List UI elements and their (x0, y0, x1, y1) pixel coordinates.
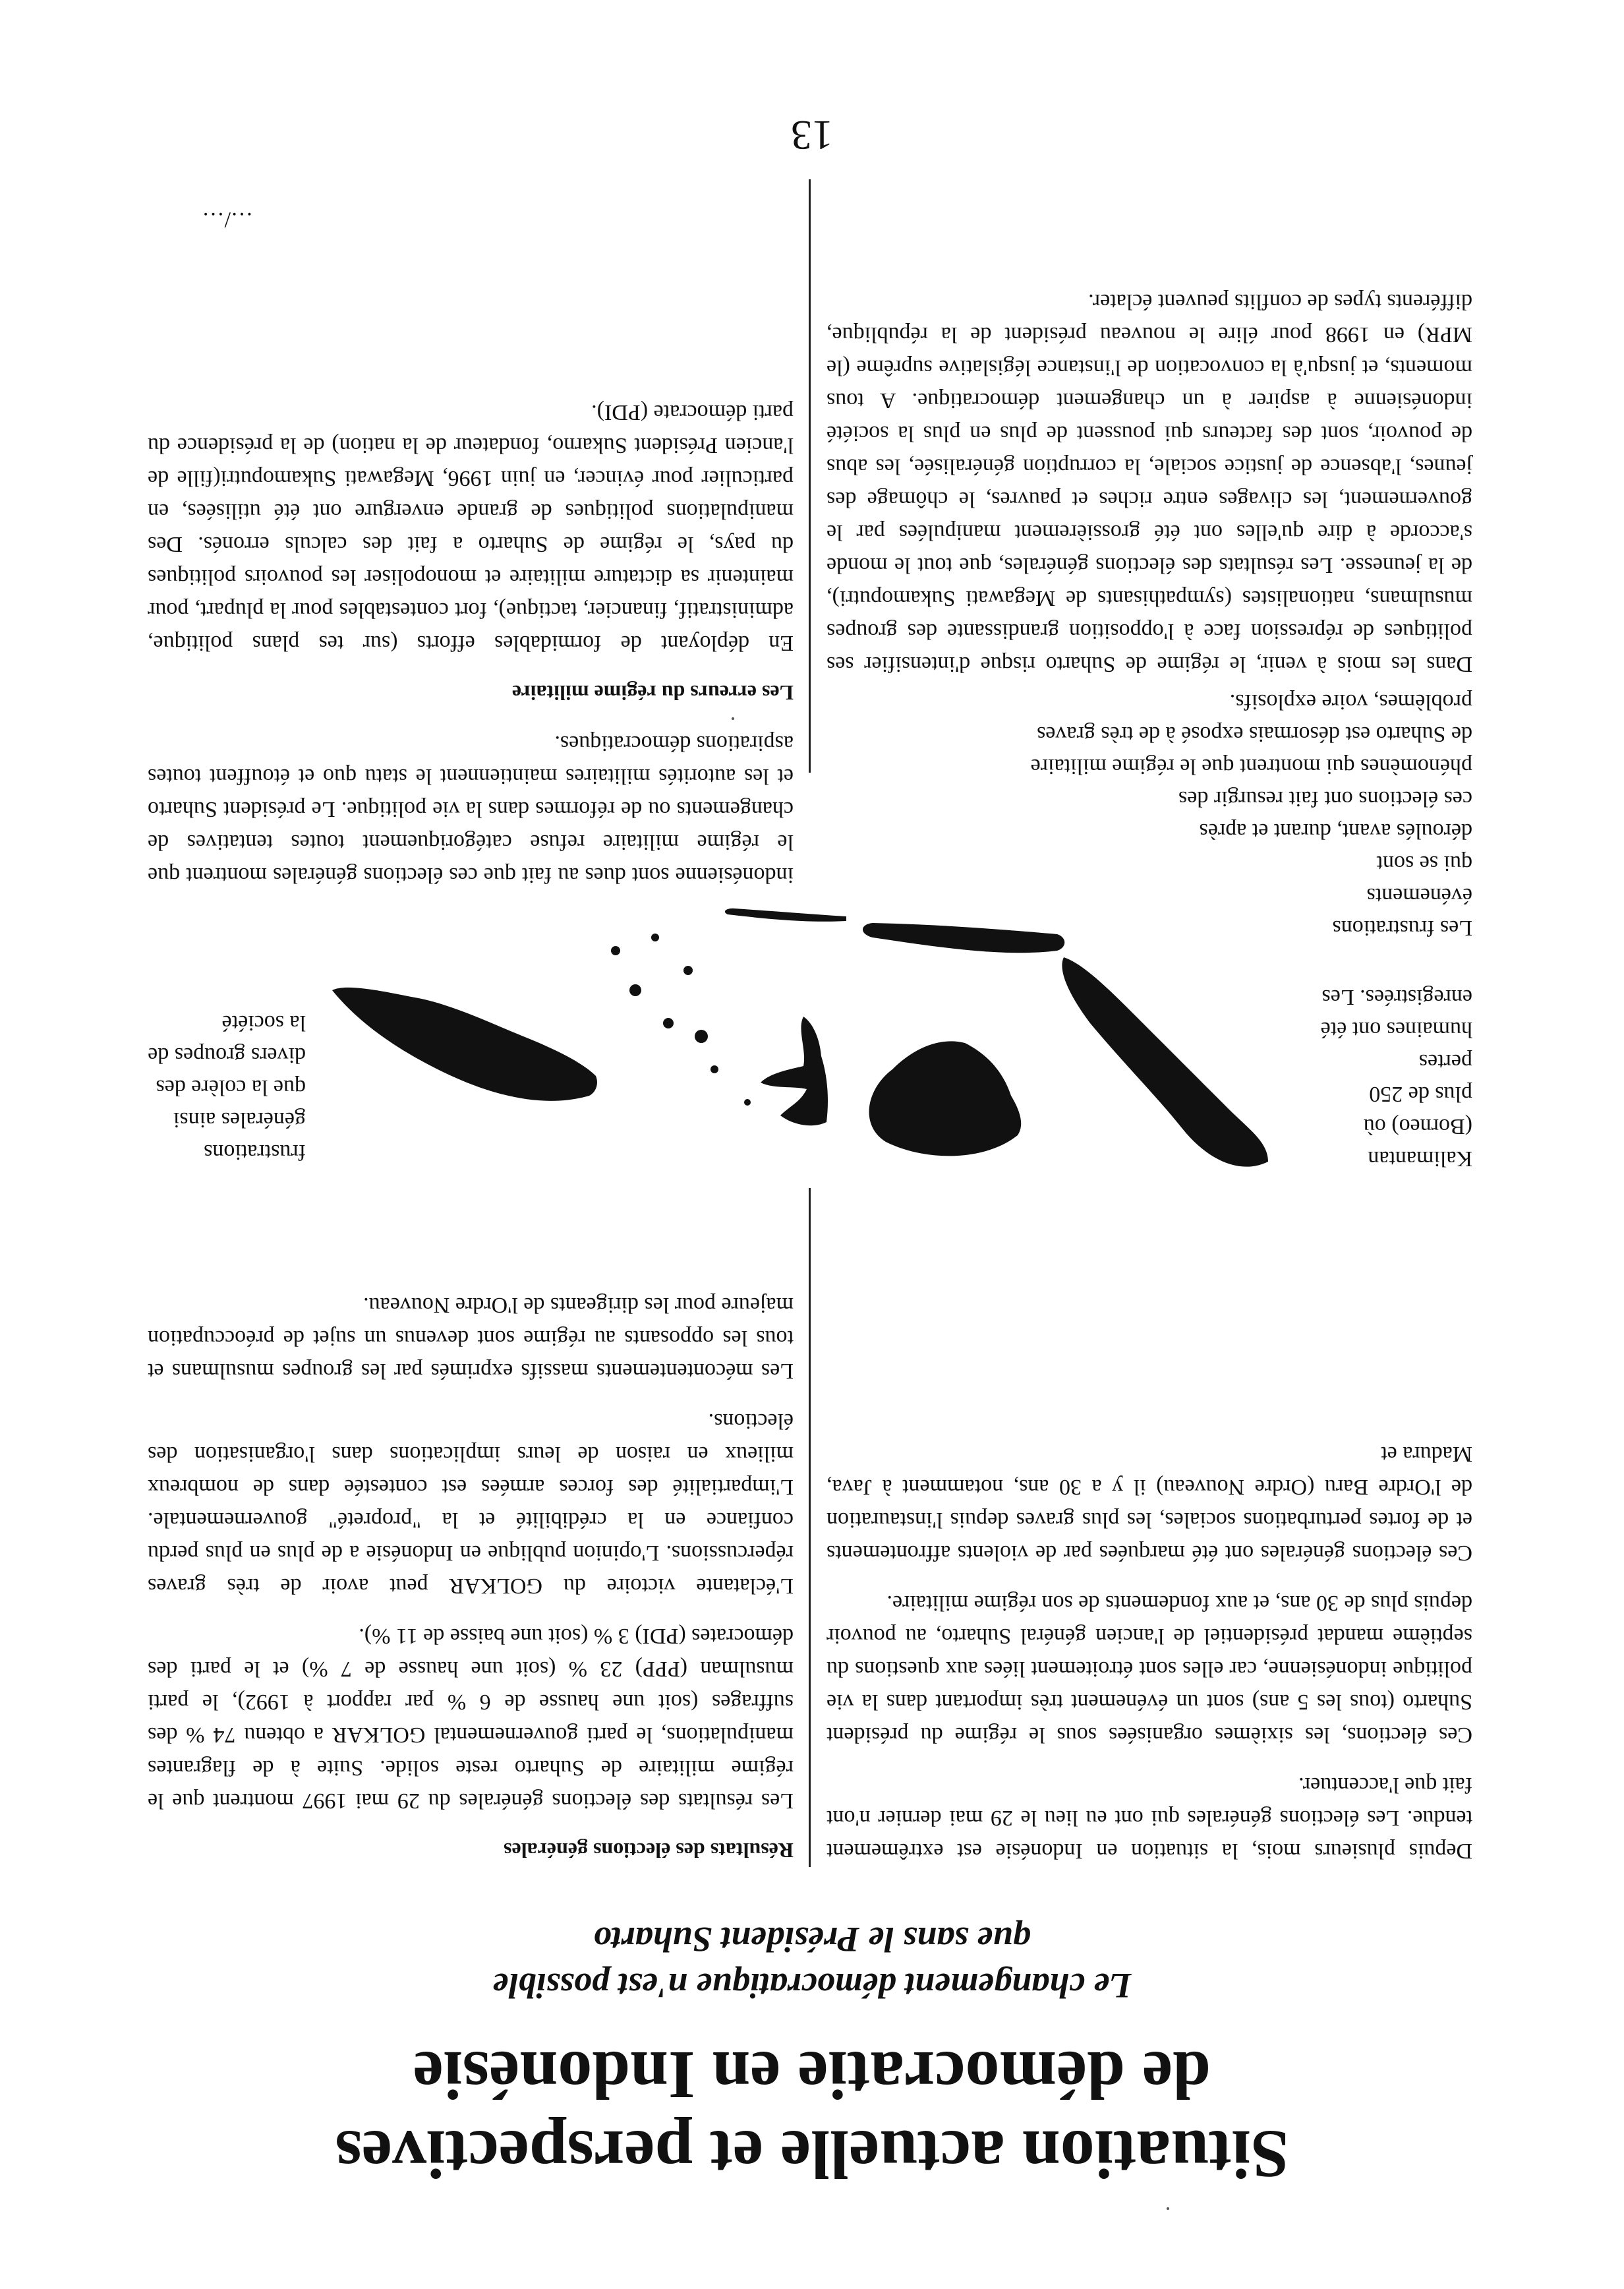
map-island (695, 1030, 708, 1043)
middle-line: Les frustrations (1332, 916, 1472, 940)
middle-line: qui se sont (1376, 851, 1472, 876)
map-kalimantan (869, 1041, 1022, 1156)
left-paragraph-1: Depuis plusieurs mois, la situation en Indonésie est extrêmement tendue. Les élections générales qui ont eu lieu le 29 mai dernier n'ont fait que l'accentuer. (826, 1773, 1472, 1863)
left-wrap-line: humaines ont été (1320, 1017, 1472, 1042)
map-island (663, 1018, 674, 1028)
right-paragraph-5: En déployant de formidables efforts (sur tes plans politique, administratif, financier, tactique), fort contestables pour la plupart, pour maintenir sa dictature militaire et monopoliser les pouvoirs politiques du pays, le régime de Suharto a fait des calculs erronés. Des manipulations politiques de grande envergure ont été utilisées, en particulier pour évincer, en juin 1996, Megawati Sukamoputri(fille de l'ancien Président Sukarno, fondateur de la nation) de la présidence du parti démocrate (PDI). (148, 400, 794, 655)
left-paragraph-4: Dans les mois à venir, le régime de Suharto risque d'intensifier ses politiques de répression face à l'opposition grandissante des groupes musulmans, nationalistes (sympathisants de Megawati Sukamoputri), de la jeunesse. Les résultats des élections générales, que tout le monde s'accorde à dire qu'elles ont été grossièrement manipulées par le gouvernement, les clivages entre riches et pauvres, le chômage des jeunes, l'absence de justice sociale, la corruption généralisée, les abus de pouvoir, sont des facteurs qui poussent de plus en plus la société indonésienne à aspirer à un changement démocratique. A tous moments, et jusqu'à la convocation de l'instance législative suprême (le MPR) en 1998 pour élire le nouveau président de la république, différents types de conflits peuvent éclater. (826, 289, 1472, 676)
right-column-top (148, 1271, 794, 1867)
column-divider-bottom (809, 179, 811, 773)
left-wrap-line: (Borneo) où (1363, 1114, 1472, 1139)
left-wrap-line: frustrations (204, 1140, 306, 1164)
page-number: 13 (791, 112, 833, 159)
right-paragraph-4: indonésienne sont dues au fait que ces élections générales montrent que le régime militaire refuse catégoriquement toutes tentatives de changements ou de réformes dans la vie politique. Le président Suharto et les autorités militaires maintiennent le statu quo et étouffent toutes aspirations démocratiques. (148, 731, 794, 887)
map-island (611, 946, 620, 955)
subtitle-line-1: Le changement démocratique n'est possible (492, 1966, 1132, 2006)
right-paragraph-1: Les résultats des élections générales du 29 mai 1997 montrent que le régime militaire de Suharto reste solide. Suite à de flagrantes manipulations, le parti gouvernemental GOLKAR a obtenu 74 % des suffrages (soit une hausse de 6 % par rapport à 1992), le parti musulman (PPP) 23 % (soit une hausse de 7 %) et le parti des démocrates (PDI) 3 % (soit une baisse de 11 %). (148, 1624, 794, 1813)
map-island (710, 1065, 718, 1073)
middle-line: problèmes, voire explosifs. (1229, 690, 1472, 714)
middle-line: ces élections ont fait resurgir des (1178, 787, 1472, 811)
middle-line: déroulés avant, durant et après (1199, 819, 1472, 843)
indonesia-map (293, 898, 1281, 1188)
right-paragraph-3: Les mécontentements massifs exprimés par les groupes musulmans et tous les opposants au régime sont devenus un sujet de préoccupation majeure pour les dirigeants de l'Ordre Nouveau. (148, 1293, 794, 1383)
left-wrap-text (1301, 981, 1472, 1175)
right-wrap-text-2 (148, 1007, 306, 1168)
column-divider-top (809, 1188, 811, 1867)
map-lesser-sunda (725, 908, 846, 922)
left-wrap-line: plus de 250 (1369, 1082, 1472, 1106)
continuation-mark: …/… (202, 208, 253, 232)
left-column-top (826, 1420, 1472, 1867)
right-wrap-line: la société (221, 1011, 306, 1035)
map-new-guinea (332, 988, 597, 1101)
left-wrap-line: Kalimantan (1368, 1146, 1472, 1171)
right-column-bottom (148, 378, 794, 891)
map-island (629, 984, 641, 996)
middle-line: événements (1366, 883, 1472, 908)
middle-line: de Suharto est désormais exposé à de très graves (1037, 722, 1472, 746)
scan-speck (1167, 2207, 1169, 2210)
left-paragraph-3: Ces élections générales ont été marquées par de violents affrontements et de fortes perturbations sociales, les plus graves depuis l'instauration de l'Ordre Baru (Ordre Nouveau) il y a 30 ans, notamment à Java, Madura et (826, 1442, 1472, 1565)
scan-speck (732, 717, 734, 720)
left-paragraph-2: Ces élections, les sixièmes organisées sous le régime du président Suharto (tous les 5 ans) sont un événement très important dans la vie politique indonésienne, car elles sont étroitement liées aux questions du septième mandat présidentiel de l'ancien général Suharto, au pouvoir depuis plus de 30 ans, et aux fondements de son régime militaire. (826, 1591, 1472, 1747)
subtitle-line-2: que sans le Président Suharto (593, 1920, 1031, 1959)
section-heading-results: Résultats des élections générales (504, 1839, 794, 1862)
map-java (863, 923, 1064, 953)
right-wrap-line: divers groupes de (148, 1043, 306, 1067)
map-sumatra (1062, 957, 1268, 1167)
map-island (651, 934, 659, 941)
map-island (683, 966, 693, 975)
left-wrap-line: enregistrées. Les (1321, 985, 1472, 1009)
title-line-2: de démocratie en Indonésie (413, 2037, 1211, 2113)
map-island (744, 1099, 751, 1106)
right-wrap-line: générales ainsi (173, 1108, 306, 1132)
middle-line: phénomènes qui montrent que le régime militaire (1030, 754, 1472, 779)
right-paragraph-2: L'éclatante victoire du GOLKAR peut avoir de très graves répercussions. L'opinion publique en Indonésie a de plus en plus perdu confiance en la crédibilité et la "propreté" gouvernementale. L'impartialité des forces armées est contestée dans de nombreux milieux en raison de leurs implications dans l'organisation des élections. (148, 1409, 794, 1598)
left-column-bottom (826, 268, 1472, 680)
title-line-1: Situation actuelle et perspectives (335, 2116, 1289, 2192)
left-wrap-line: pertes (1418, 1050, 1472, 1074)
right-wrap-line: que la colère des (156, 1075, 306, 1100)
section-heading-errors: Les erreurs du régime militaire (511, 681, 794, 705)
map-sulawesi (761, 1017, 828, 1125)
